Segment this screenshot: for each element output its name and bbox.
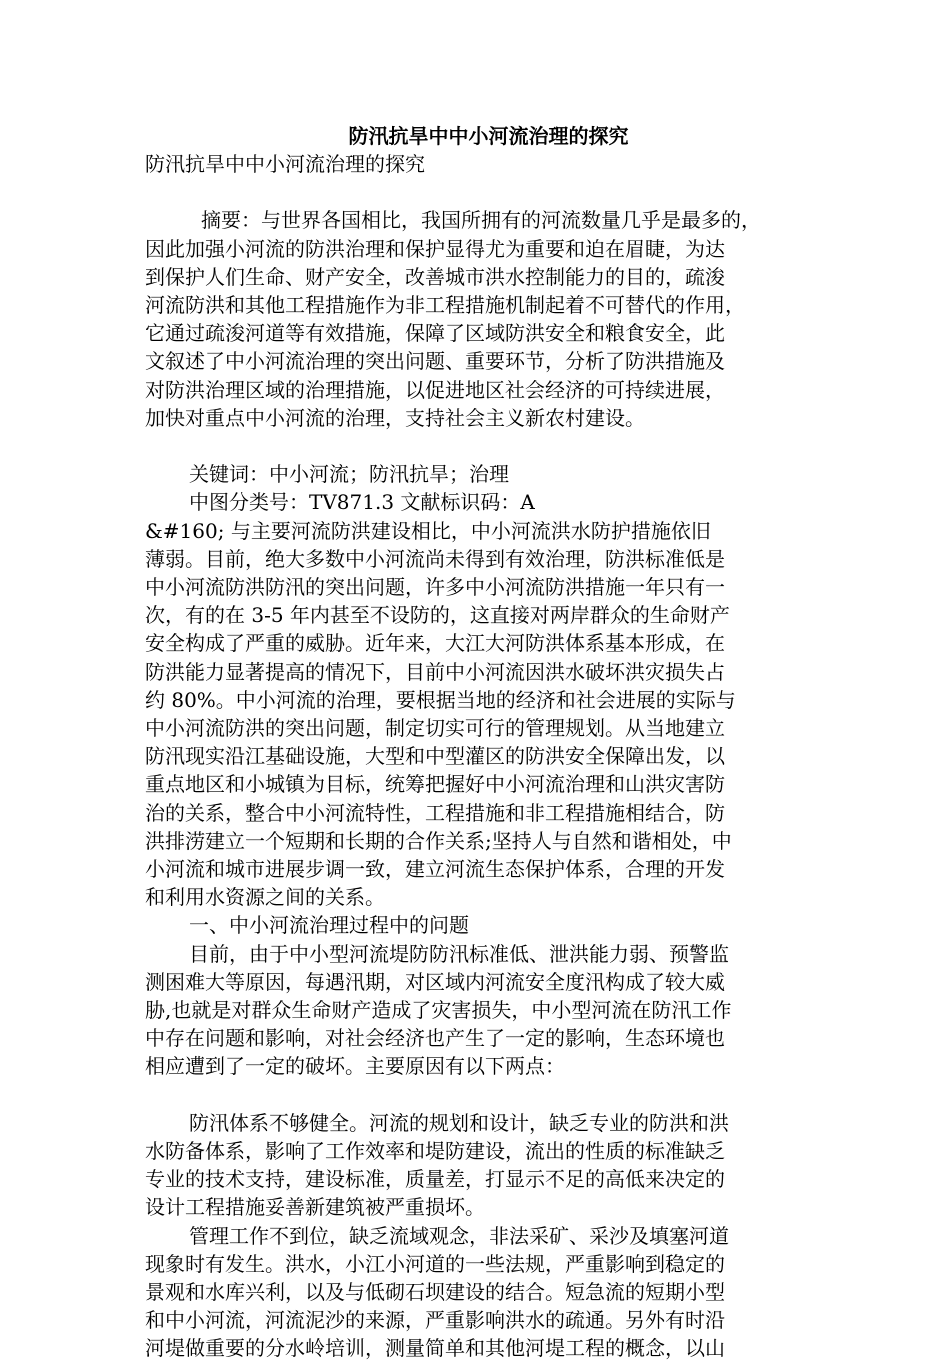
- paragraph-line: 防洪能力显著提高的情况下，目前中小河流因洪水破坏洪灾损失占: [145, 659, 725, 684]
- paragraph-line: 河堤做重要的分水岭培训，测量简单和其他河堤工程的概念，以山: [145, 1336, 725, 1361]
- paragraph-line: &#160; 与主要河流防洪建设相比，中小河流洪水防护措施依旧: [145, 518, 711, 543]
- paragraph-line: 薄弱。目前，绝大多数中小河流尚未得到有效治理，防洪标准低是: [145, 546, 725, 571]
- abstract-line: 它通过疏浚河道等有效措施，保障了区域防洪安全和粮食安全，此: [145, 321, 725, 346]
- paragraph-line: 中存在问题和影响，对社会经济也产生了一定的影响，生态环境也: [145, 1026, 725, 1051]
- paragraph-line: 防汛体系不够健全。河流的规划和设计，缺乏专业的防洪和洪: [189, 1110, 729, 1135]
- paragraph-line: 测困难大等原因，每遇汛期，对区域内河流安全度汛构成了较大威: [145, 969, 725, 994]
- paragraph-line: 管理工作不到位，缺乏流域观念，非法采矿、采沙及填塞河道: [189, 1223, 729, 1248]
- section-heading: 一、中小河流治理过程中的问题: [189, 913, 469, 938]
- paragraph-line: 和利用水资源之间的关系。: [145, 885, 385, 910]
- paragraph-line: 重点地区和小城镇为目标，统筹把握好中小河流治理和山洪灾害防: [145, 772, 725, 797]
- abstract-line: 文叙述了中小河流治理的突出问题、重要环节，分析了防洪措施及: [145, 349, 725, 374]
- paragraph-line: 现象时有发生。洪水，小江小河道的一些法规，严重影响到稳定的: [145, 1251, 725, 1276]
- abstract-line: 摘要：与世界各国相比，我国所拥有的河流数量几乎是最多的，: [201, 208, 761, 233]
- paragraph-line: 次，有的在 3-5 年内甚至不设防的，这直接对两岸群众的生命财产: [145, 603, 730, 628]
- paragraph-line: 水防备体系，影响了工作效率和堤防建设，流出的性质的标准缺乏: [145, 1139, 725, 1164]
- blank-line: [145, 432, 810, 460]
- paragraph-line: 胁,也就是对群众生命财产造成了灾害损失，中小型河流在防汛工作: [145, 998, 732, 1023]
- body-paragraph: [145, 517, 810, 912]
- paragraph-line: 专业的技术支持，建设标准，质量差，打显示不足的高低来决定的: [145, 1167, 725, 1192]
- abstract-line: 因此加强小河流的防洪治理和保护显得尤为重要和迫在眉睫，为达: [145, 236, 725, 261]
- abstract-line: 对防洪治理区域的治理措施，以促进地区社会经济的可持续进展，: [145, 377, 725, 402]
- keywords-line: 关键词：中小河流；防汛抗旱；治理: [189, 462, 509, 487]
- paragraph-line: 景观和水库兴利，以及与低砌石坝建设的结合。短急流的短期小型: [145, 1280, 725, 1305]
- blank-line: [145, 178, 810, 206]
- document-title: 防汛抗旱中中小河流治理的探究: [348, 124, 629, 148]
- body-paragraph: [145, 1222, 810, 1363]
- paragraph-line: 安全构成了严重的威胁。近年来，大江大河防洪体系基本形成，在: [145, 631, 725, 656]
- blank-line: [145, 1081, 810, 1109]
- document-body: [145, 122, 810, 1363]
- paragraph-line: 洪排涝建立一个短期和长期的合作关系;坚持人与自然和谐相处，中: [145, 828, 732, 853]
- paragraph-line: 约 80%。中小河流的治理，要根据当地的经济和社会进展的实际与: [145, 687, 736, 712]
- abstract-line: 加快对重点中小河流的治理，支持社会主义新农村建设。: [145, 405, 645, 430]
- classification-line: 中图分类号：TV871.3 文献标识码：A: [189, 490, 535, 515]
- paragraph-line: 中小河流防洪的突出问题，制定切实可行的管理规划。从当地建立: [145, 716, 725, 741]
- abstract-line: 河流防洪和其他工程措施作为非工程措施机制起着不可替代的作用，: [145, 293, 745, 317]
- paragraph-line: 中小河流防洪防汛的突出问题，许多中小河流防洪措施一年只有一: [145, 575, 725, 600]
- paragraph-line: 目前，由于中小型河流堤防防汛标准低、泄洪能力弱、预警监: [189, 941, 729, 966]
- abstract-line: 到保护人们生命、财产安全，改善城市洪水控制能力的目的，疏浚: [145, 264, 725, 289]
- abstract-paragraph: [145, 206, 810, 432]
- document-subtitle: 防汛抗旱中中小河流治理的探究: [145, 152, 425, 176]
- body-paragraph: [145, 940, 810, 1081]
- paragraph-line: 相应遭到了一定的破坏。主要原因有以下两点：: [145, 1054, 565, 1079]
- paragraph-line: 和中小河流，河流泥沙的来源，严重影响洪水的疏通。另外有时沿: [145, 1308, 725, 1333]
- paragraph-line: 设计工程措施妥善新建筑被严重损坏。: [145, 1195, 485, 1220]
- paragraph-line: 小河流和城市进展步调一致，建立河流生态保护体系，合理的开发: [145, 857, 725, 882]
- paragraph-line: 防汛现实沿江基础设施，大型和中型灌区的防洪安全保障出发，以: [145, 744, 725, 769]
- body-paragraph: [145, 1109, 810, 1222]
- paragraph-line: 治的关系，整合中小河流特性，工程措施和非工程措施相结合，防: [145, 800, 725, 825]
